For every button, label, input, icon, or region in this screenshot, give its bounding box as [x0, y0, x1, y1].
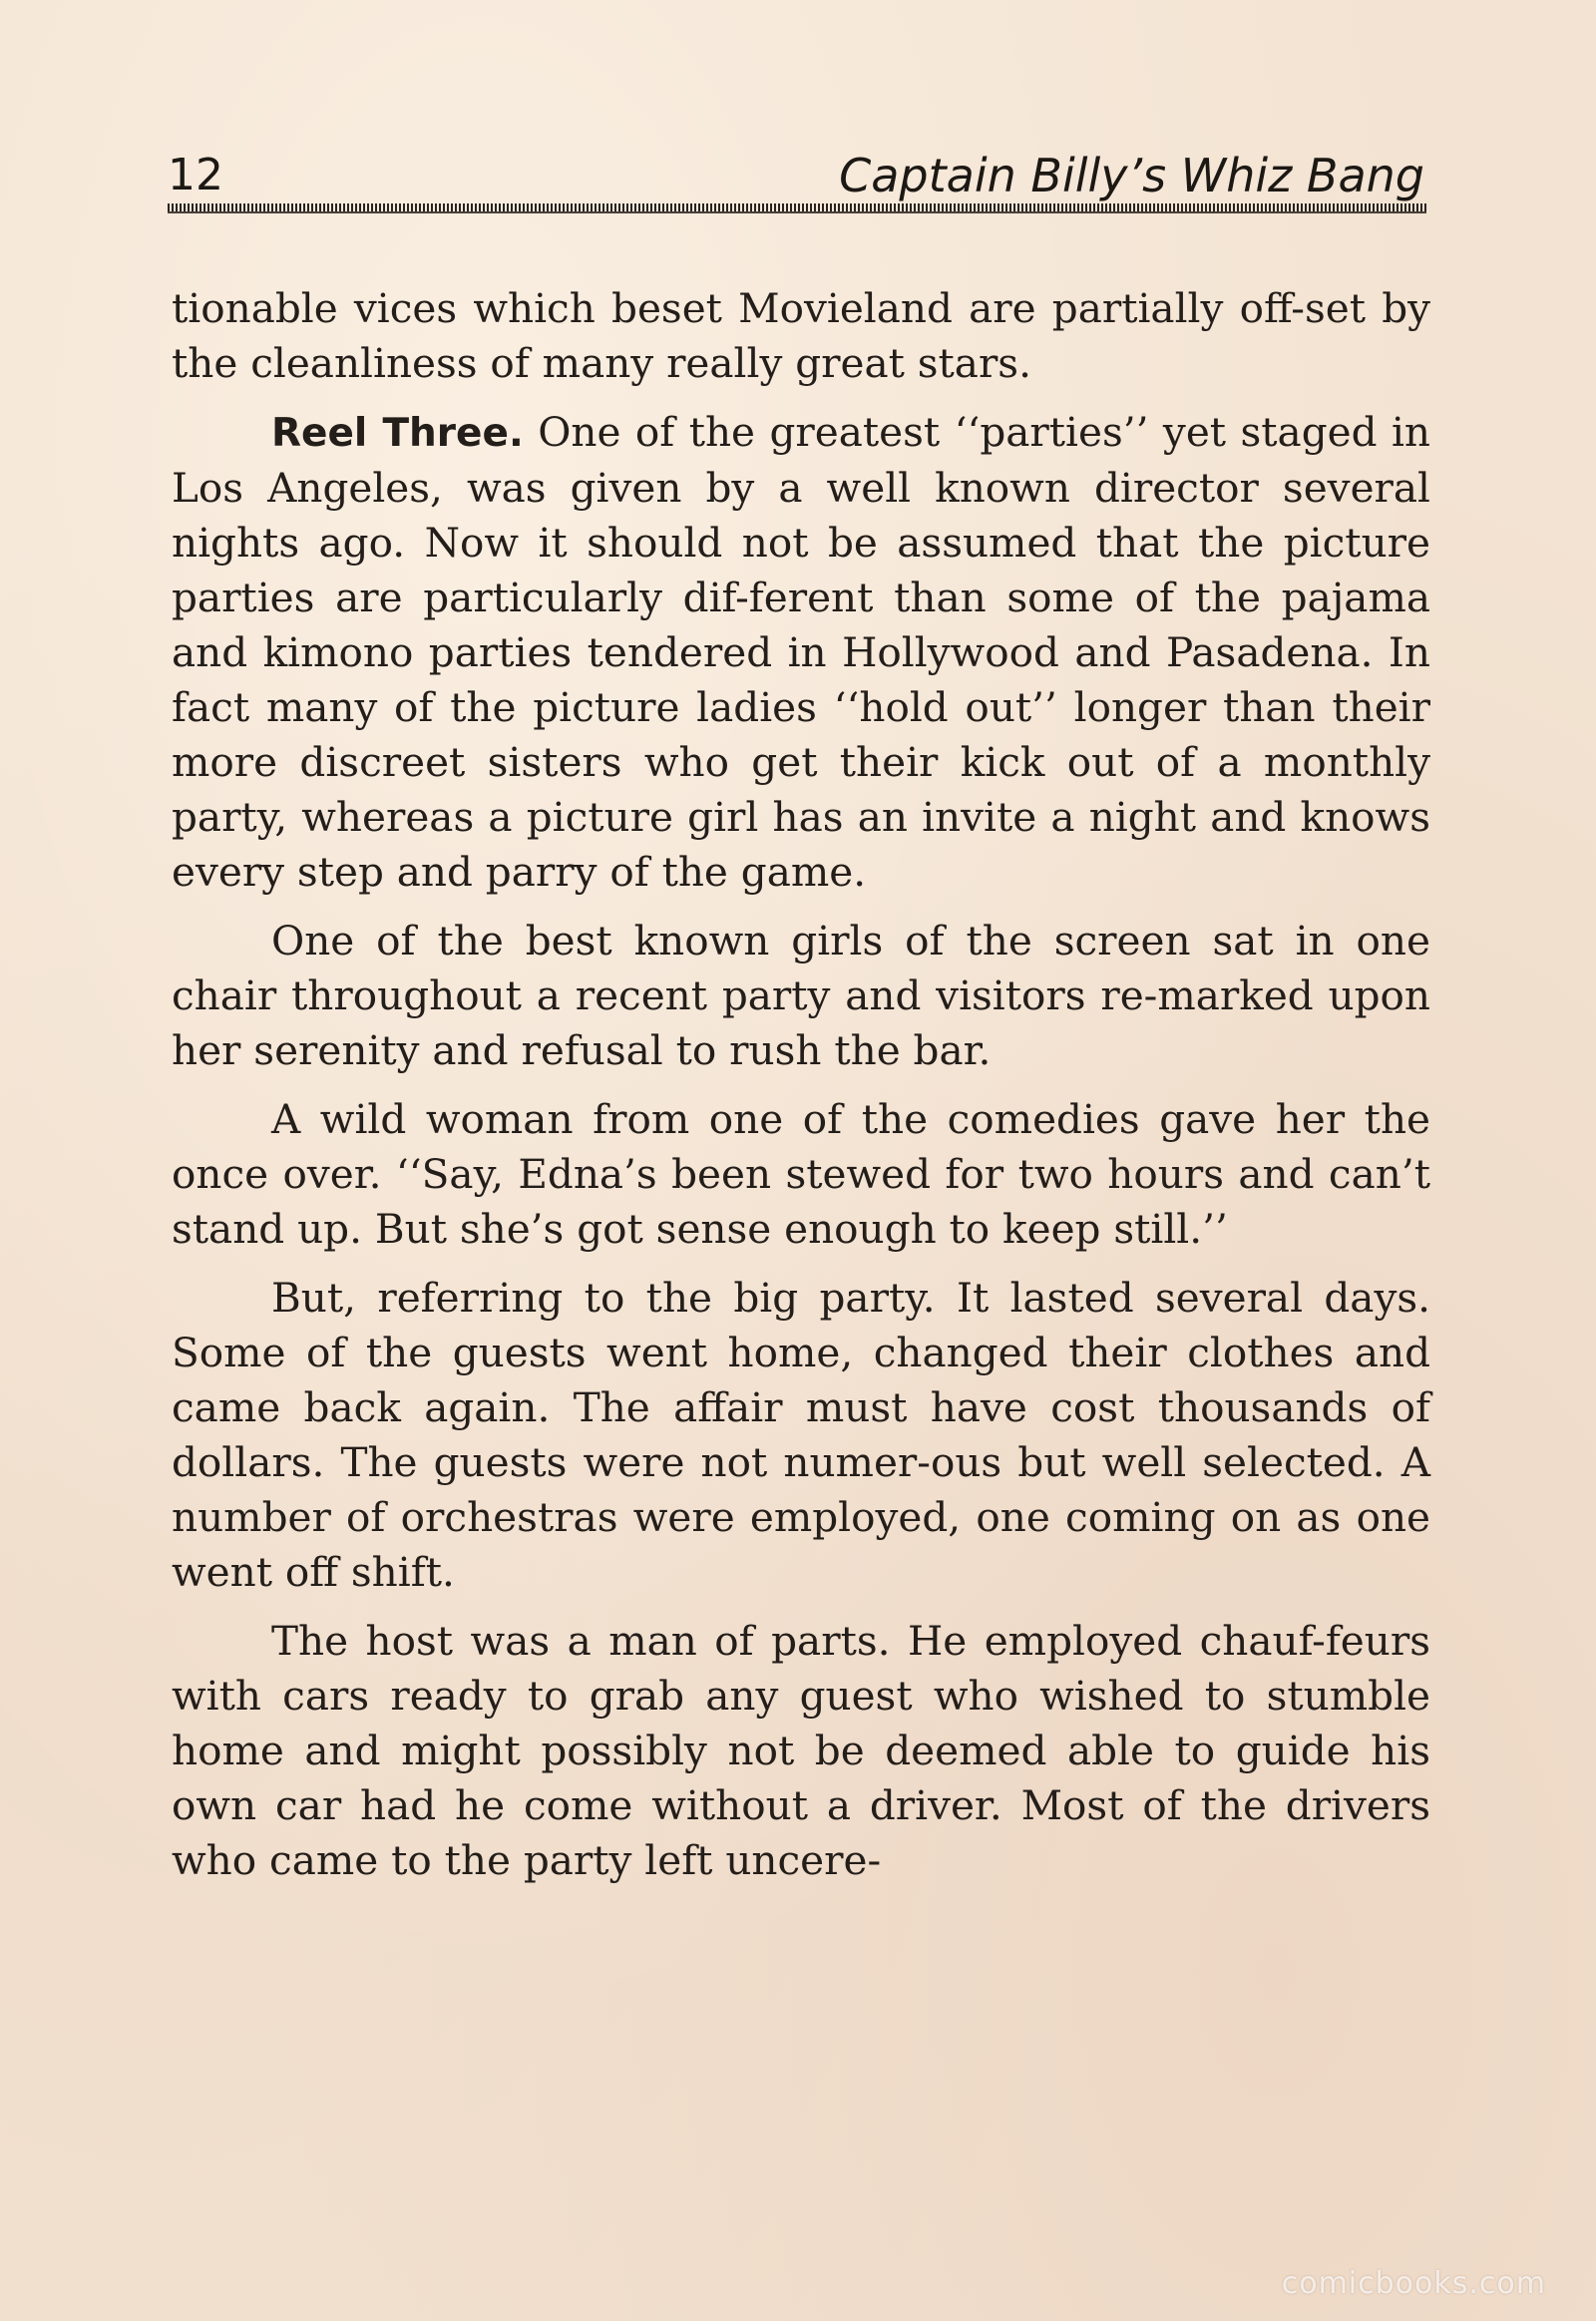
- watermark: comicbooks.com: [1281, 2266, 1546, 2301]
- page-header: [168, 146, 1424, 205]
- article-body: [172, 281, 1430, 1902]
- header-rule: [168, 203, 1426, 212]
- paragraph-2: [172, 405, 1430, 900]
- paragraph-6: The host was a man of parts. He employed chauf-feurs with cars ready to grab any guest who wished to stumble home and might possibly not be deemed able to guide his own car had he come without a driver. Most of the drivers who came to the party left uncere-: [172, 1617, 1430, 1884]
- paragraph-1: tionable vices which beset Movieland are partially off-set by the cleanliness of many really great stars.: [172, 284, 1430, 387]
- paragraph-5: But, referring to the big party. It lasted several days. Some of the guests went home, changed their clothes and came back again. The affair must have cost thousands of dollars. The guests were not numer-ous but well selected. A number of orchestras were employed, one coming on as one went off shift.: [172, 1274, 1430, 1596]
- paragraph-3: One of the best known girls of the screen sat in one chair throughout a recent party and visitors re-marked upon her serenity and refusal to rush the bar.: [172, 917, 1430, 1074]
- section-lead-in: Reel Three.: [271, 411, 524, 456]
- page-number: 12: [168, 150, 223, 200]
- running-title: Captain Billy’s Whiz Bang: [839, 149, 1424, 202]
- paragraph-2-text: One of the greatest ‘‘parties’’ yet staged in Los Angeles, was given by a well known director several nights ago. Now it should not be assumed that the picture parties are particularly dif-ferent than some of the pajama and kimono parties tendered in Hollywood and Pasadena. In fact many of the picture ladies ‘‘hold out’’ longer than their more discreet sisters who get their kick out of a monthly party, whereas a picture girl has an invite a night and knows every step and parry of the game.: [172, 408, 1430, 896]
- paragraph-4: A wild woman from one of the comedies gave her the once over. ‘‘Say, Edna’s been stewed for two hours and can’t stand up. But she’s got sense enough to keep still.’’: [172, 1095, 1430, 1253]
